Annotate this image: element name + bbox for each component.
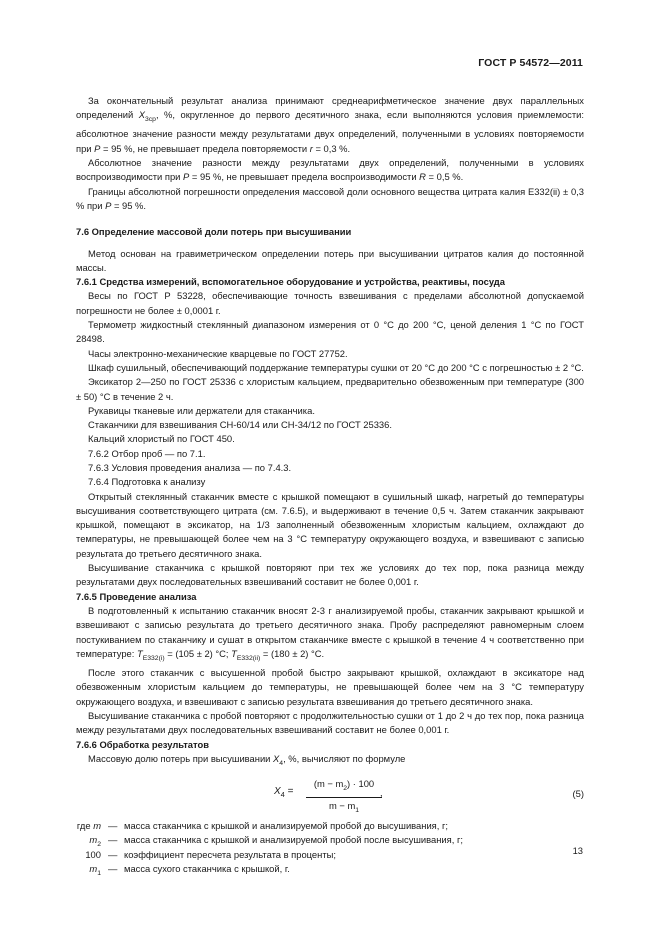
procedure-paragraph: После этого стаканчик с высушенной пробой быстро закрывают крышкой, охлаждают в эксикаторе над обезвоженным хлористым кальцием до температуры, не превышающей более чем на 3 °С температуру окружающего воздуха, и взвешивают с записью результата взвешивания до третьего десятичного знака. [76,667,584,707]
legend-symbol: 100 [85,848,101,860]
legend-dash: — [108,834,118,846]
legend-text: масса стаканчика с крышкой и анализируемой пробой до высушивания, г; [124,819,448,831]
section-heading-7-6-6: 7.6.6 Обработка результатов [76,738,209,750]
equipment-item: Шкаф сушильный, обеспечивающий поддержание температуры сушки от 20 °С до 200 °С с погрешностью ± 2 °С. [88,361,584,373]
legend-text: масса сухого стаканчика с крышкой, г. [124,862,290,874]
variable-r-upper: R [419,171,426,183]
document-body [76,94,584,876]
text-run: В подготовленный к испытанию стаканчик вносят 2-3 г анализируемой пробы, стаканчик закрывают крышкой и взвешивают с записью результата до третьего десятичного знака. Пробу распределяют равномерным слоем постукиванием по стаканчику и сушат в открытом стаканчике вместе с крышкой в течение 4 ч соответственно при температуре: [76,604,584,659]
section-7-6-4: 7.6.4 Подготовка к анализу [88,476,206,488]
equipment-item: Весы по ГОСТ Р 53228, обеспечивающие точность взвешивания с пределами абсолютной допускаемой погрешности не более ± 0,0001 г. [76,290,584,316]
equipment-item: Термометр жидкостный стеклянный диапазоном измерения от 0 °С до 200 °С, ценой деления 1 °С по ГОСТ 28498. [76,319,584,345]
legend-symbol: $m_2$ [89,834,101,849]
document-code-header: ГОСТ Р 54572—2011 [478,57,583,69]
legend-row [76,819,584,833]
subscript: E332(ii) [236,654,261,662]
legend-row [76,833,584,847]
calculation-intro [76,752,584,771]
formula-legend [76,819,584,876]
equipment-item: Рукавицы тканевые или держатели для стаканчика. [88,404,315,416]
legend-dash: — [108,848,118,860]
section-heading-7-6-5: 7.6.5 Проведение анализа [76,590,197,602]
legend-row [76,848,584,862]
formula-denominator: $m - m_1$ [328,800,360,815]
formula-number: (5) [572,787,584,799]
legend-dash: — [108,862,118,874]
formula-fraction [302,777,386,818]
variable-t: T [136,647,143,659]
text-run: , %, округленное до первого десятичного знака, если выполняются условия приемлемости: абсолютное значение разности между результатами двух определений, полученными в условиях повторяемости при [76,109,584,154]
equipment-item: Эксикатор 2—250 по ГОСТ 25336 с хлористым кальцием, предварительно обезвоженным при температуре (300 ± 50) °С в течение 2 ч. [76,376,584,402]
paragraph-reproducibility [76,156,584,185]
section-7-6-3: 7.6.3 Условия проведения анализа — по 7.4.3. [88,462,292,473]
section-heading-7-6-1: 7.6.1 Средства измерений, вспомогательное оборудование и устройства, реактивы, посуда [76,276,505,288]
section-heading-7-6: 7.6 Определение массовой доли потерь при высушивании [76,226,352,238]
equipment-item: Стаканчики для взвешивания СН-60/14 или СН-34/12 по ГОСТ 25336. [88,419,392,431]
page-number: 13 [572,845,583,856]
variable-p: P [94,142,101,154]
text-run: Границы абсолютной погрешности определения массовой доли основного вещества цитрата калия E332(ii) ± 0,3 % при [76,185,584,211]
procedure-paragraph [76,604,584,666]
text-run: = 95 %. [111,199,147,211]
text-run: = (180 ± 2) °С. [260,647,325,659]
text-run: Массовую долю потерь при высушивании [88,752,274,764]
legend-symbol: $m_1$ [89,862,101,877]
text-run: = 95 %, не превышает предела воспроизводимости [189,171,420,183]
text-run: = 95 %, не превышает предела повторяемости [100,142,310,154]
text-run: Абсолютное значение разности между результатами двух определений, полученными в условиях воспроизводимости при [76,157,584,183]
paragraph-final-result [76,94,584,156]
legend-symbol: где m [76,819,101,831]
formula-numerator: $(m - m_2) \cdot 100$ [313,777,375,792]
legend-row [76,862,584,876]
text-run: , %, вычисляют по формуле [283,752,406,764]
variable-x: X [138,109,145,121]
section-7-6-2: 7.6.2 Отбор проб — по 7.1. [88,447,206,459]
subscript: 4 [279,759,284,767]
text-run: За окончательный результат анализа принимают среднеарифметическое значение двух параллельных определений [76,95,584,121]
text-run: = 0,3 %. [312,142,351,154]
legend-text: масса стаканчика с крышкой и анализируемой пробой после высушивания, г; [124,834,463,846]
subscript: E332(i) [142,654,165,662]
legend-dash: — [108,819,118,831]
preparation-paragraph: Высушивание стаканчика с крышкой повторяют при тех же условиях до тех пор, пока разница между результатами двух последовательных взвешиваний составит не более 0,001 г. [76,562,584,588]
variable-r: r [309,142,313,154]
text-run: = (105 ± 2) °С; [164,647,232,659]
subscript: 3ср [144,116,156,124]
variable-p: P [105,199,112,211]
section-intro: Метод основан на гравиметрическом определении потерь при высушивании цитратов калия до постоянной массы. [76,247,584,273]
formula-comma: , [380,786,383,798]
equipment-item: Часы электронно-механические кварцевые по ГОСТ 27752. [88,347,348,359]
paragraph-error-bounds [76,185,584,214]
text-run: = 0,5 %. [425,171,464,183]
equipment-item: Кальций хлористый по ГОСТ 450. [88,433,235,445]
formula-lhs: $X_4$ = [274,785,294,799]
formula-5 [76,775,584,813]
variable-x: X [273,752,280,764]
variable-p: P [183,171,190,183]
preparation-paragraph: Открытый стеклянный стаканчик вместе с крышкой помещают в сушильный шкаф, нагретый до температуры высушивания соответствующего цитрата (см. 7.6.5), и выдерживают в течение 0,5 ч. Затем стаканчик закрывают крышкой, помещают в эксикатор, на 1/3 заполненный обезвоженным хлористым кальцием, охлаждают до температуры, не превышающей более чем на 3 °С температуру окружающего воздуха, и взвешивают с записью результата до третьего десятичного знака. [76,490,584,559]
variable-t: T [231,647,237,659]
procedure-paragraph: Высушивание стаканчика с пробой повторяют с продолжительностью сушки от 1 до 2 ч до тех пор, пока разница между результатами двух последовательных взвешиваний составит не более 0,001 г. [76,709,584,736]
legend-text: коэффициент пересчета результата в проценты; [124,848,336,860]
